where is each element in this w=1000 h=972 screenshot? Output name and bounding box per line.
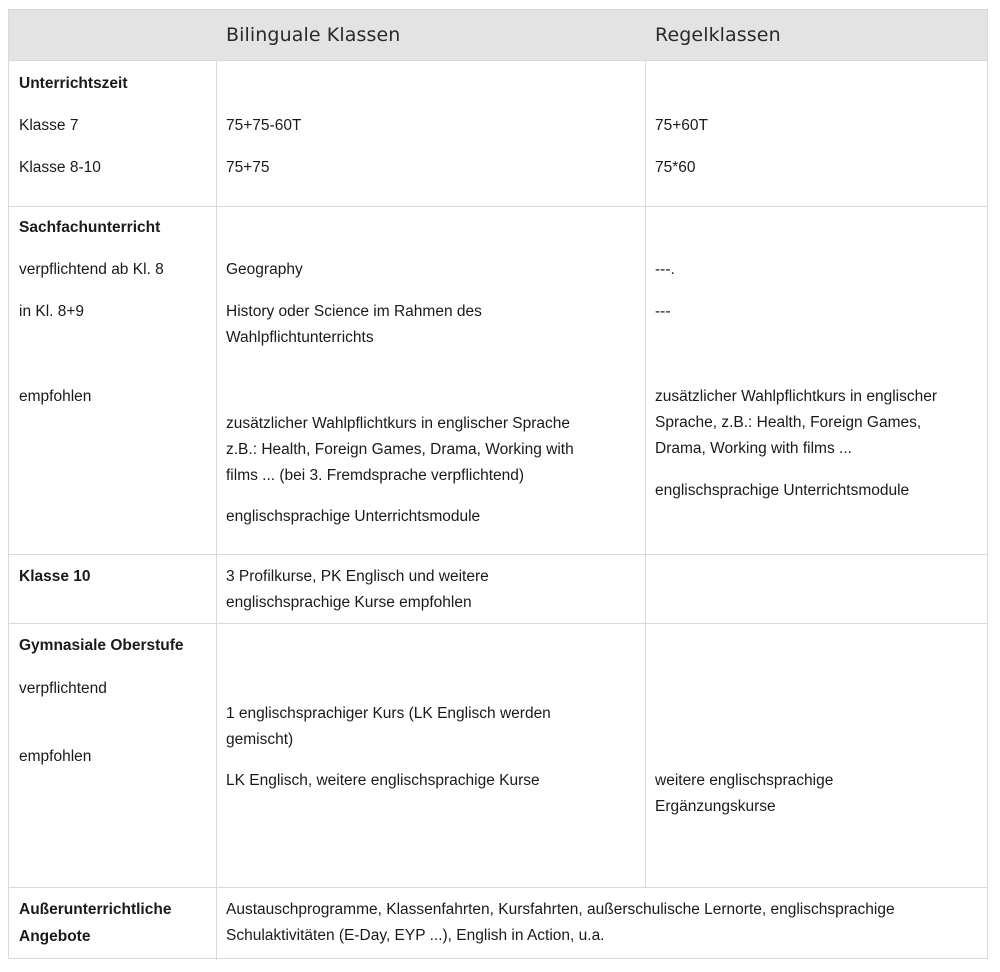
module-text: englischsprachige Unterrichtsmodule	[226, 508, 481, 525]
regular-cell	[646, 61, 989, 206]
ausser-text-line1: Austauschprogramme, Klassenfahrten, Kursfahrten, außerschulische Lernorte, englischsprachige	[226, 901, 895, 918]
klasse810-bilingual-value: 75+75	[226, 159, 270, 176]
header-cell-regular	[646, 10, 989, 60]
row-label-cell	[9, 61, 217, 206]
regular-cell	[646, 624, 989, 887]
bilingual-cell	[217, 61, 646, 206]
section-title-ausser-line2: Angebote	[19, 928, 91, 945]
section-title-ausser-line1: Außerunterrichtliche	[19, 901, 172, 918]
bilingual-cell	[217, 555, 646, 623]
table-row-oberstufe	[9, 624, 987, 888]
table-row-unterrichtszeit	[9, 61, 987, 207]
section-title-sachfach: Sachfachunterricht	[19, 219, 161, 236]
section-title-unterrichtszeit: Unterrichtszeit	[19, 75, 128, 92]
table-row-klasse10	[9, 555, 987, 624]
oberstufe-pflicht-label: verpflichtend	[19, 680, 107, 697]
row-label-cell	[9, 207, 217, 554]
ausser-merged-cell	[217, 888, 989, 960]
oberstufe-regular-line2: Ergänzungskurse	[655, 798, 776, 815]
wpk-text-line2: z.B.: Health, Foreign Games, Drama, Working with	[226, 441, 574, 458]
row-label-cell	[9, 888, 217, 960]
regular-wpk-line3: Drama, Working with films ...	[655, 440, 852, 457]
kl89-label: in Kl. 8+9	[19, 303, 85, 320]
bilingual-cell	[217, 207, 646, 554]
oberstufe-empfohlen-label: empfohlen	[19, 748, 92, 765]
table-row-sachfach	[9, 207, 987, 555]
section-title-oberstufe: Gymnasiale Oberstufe	[19, 637, 184, 654]
regular-module-text: englischsprachige Unterrichtsmodule	[655, 482, 910, 499]
klasse7-regular-value: 75+60T	[655, 117, 709, 134]
regular-wpk-line1: zusätzlicher Wahlpflichtkurs in englischer	[655, 388, 937, 405]
regular-cell	[646, 207, 989, 554]
ausser-text-line2: Schulaktivitäten (E-Day, EYP ...), English in Action, u.a.	[226, 927, 605, 944]
wpk-text-line3: films ... (bei 3. Fremdsprache verpflichtend)	[226, 467, 525, 484]
oberstufe-kurs-line1: 1 englischsprachiger Kurs (LK Englisch werden	[226, 705, 551, 722]
oberstufe-regular-line1: weitere englischsprachige	[655, 772, 834, 789]
table-header-row	[9, 10, 987, 61]
bilingual-cell	[217, 624, 646, 887]
oberstufe-lk-text: LK Englisch, weitere englischsprachige Kurse	[226, 772, 540, 789]
header-regular-label: Regelklassen	[655, 24, 781, 46]
regular-cell	[646, 555, 989, 623]
klasse7-label: Klasse 7	[19, 117, 79, 134]
regular-pflicht-dash: ---.	[655, 261, 675, 278]
empfohlen-label: empfohlen	[19, 388, 92, 405]
oberstufe-kurs-line2: gemischt)	[226, 731, 294, 748]
row-label-cell	[9, 555, 217, 623]
wpk-text-line1: zusätzlicher Wahlpflichtkurs in englischer Sprache	[226, 415, 571, 432]
row-label-cell	[9, 624, 217, 887]
geography-text: Geography	[226, 261, 303, 278]
header-cell-empty	[9, 10, 217, 60]
header-bilingual-label: Bilinguale Klassen	[226, 24, 401, 46]
regular-wpk-line2: Sprache, z.B.: Health, Foreign Games,	[655, 414, 922, 431]
regular-kl89-dash: ---	[655, 303, 671, 320]
klasse7-bilingual-value: 75+75-60T	[226, 117, 302, 134]
klasse810-regular-value: 75*60	[655, 159, 696, 176]
pflicht-label: verpflichtend ab Kl. 8	[19, 261, 164, 278]
klasse810-label: Klasse 8-10	[19, 159, 101, 176]
table-row-ausser	[9, 888, 987, 960]
klasse10-bilingual-line1: 3 Profilkurse, PK Englisch und weitere	[226, 568, 489, 585]
history-text-line2: Wahlpflichtunterrichts	[226, 329, 374, 346]
section-title-klasse10: Klasse 10	[19, 568, 91, 585]
header-cell-bilingual	[217, 10, 646, 60]
history-text-line1: History oder Science im Rahmen des	[226, 303, 482, 320]
klasse10-bilingual-line2: englischsprachige Kurse empfohlen	[226, 594, 472, 611]
comparison-table	[8, 9, 988, 959]
